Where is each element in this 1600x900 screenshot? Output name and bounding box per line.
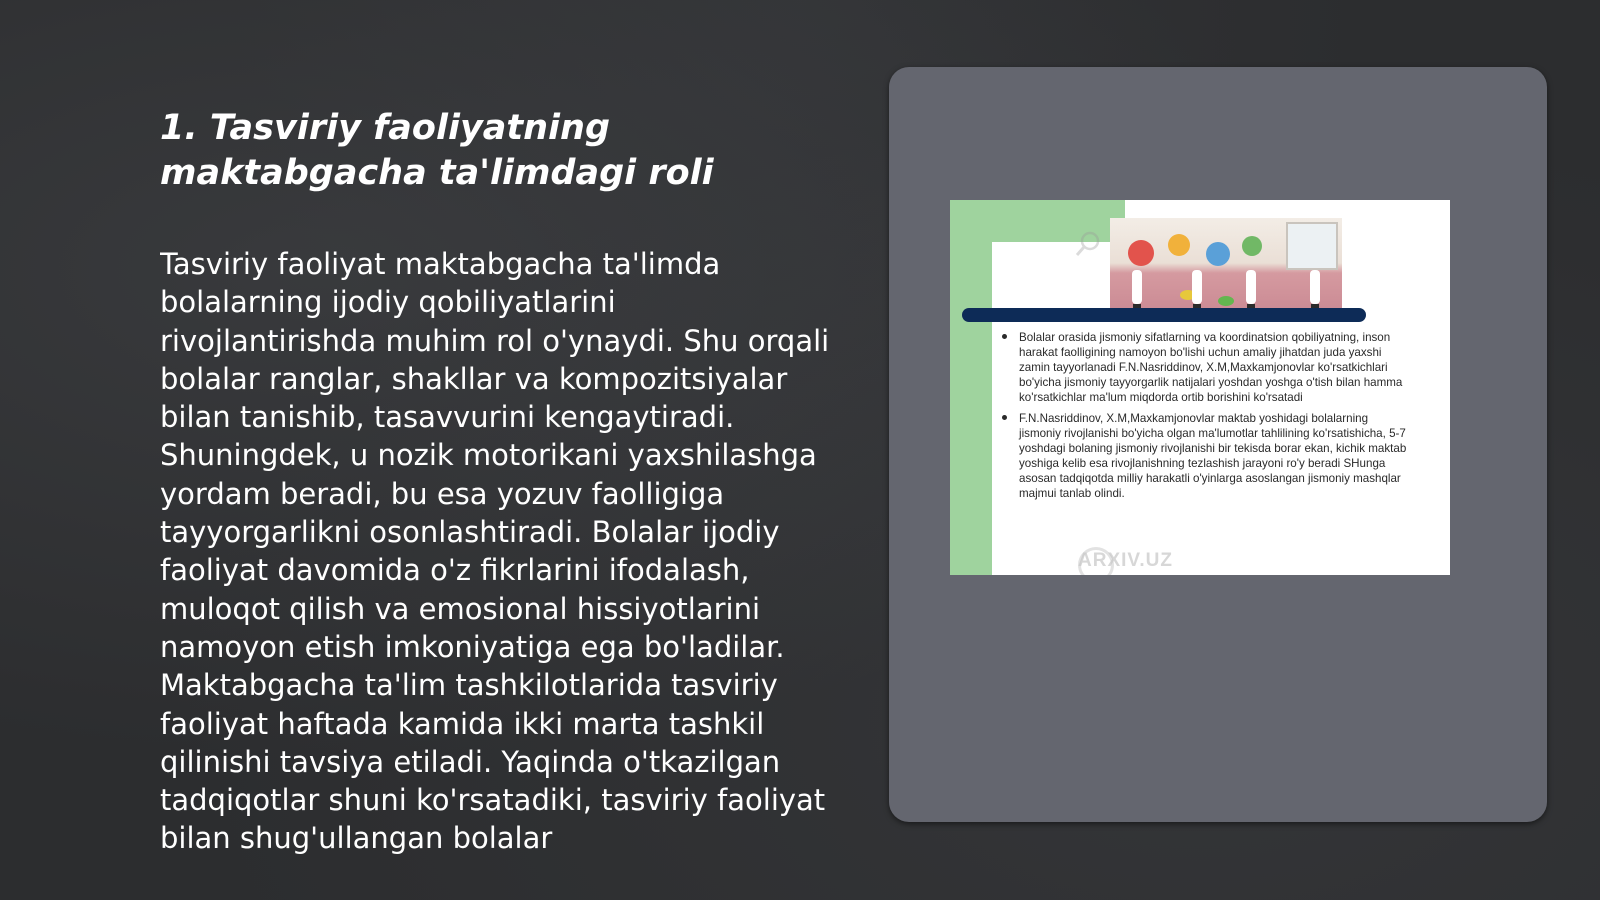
wall-decoration <box>1242 236 1262 256</box>
wall-decoration <box>1168 234 1190 256</box>
magnifier-icon <box>1074 230 1102 258</box>
wall-decoration <box>1128 240 1154 266</box>
bullet-text: Bolalar orasida jismoniy sifatlarning va koordinatsion qobiliyatning, inson harakat faolligining namoyon bo'lishi uchun amaliy jihatdan juda yaxshi zamin tayyorlanadi F.N.Nasriddinov, X.M,Maxkamjonovlar ko'rsatkichlari bo'yicha jismoniy tayyorgarlik natijalari yoshdan yoshga o'tish bilan hamma ko'rsatkichlar ma'lum miqdorda ortib borishini ko'rsatadi <box>1019 331 1403 404</box>
child-figure <box>1246 270 1256 304</box>
green-accent-left <box>950 200 992 575</box>
bullet-item <box>1002 330 1412 405</box>
navy-stripe <box>962 308 1366 322</box>
slide-title: 1. Tasviriy faoliyatning maktabgacha ta'limdagi roli <box>160 108 714 193</box>
child-figure <box>1132 270 1142 304</box>
floor-mat <box>1218 296 1234 306</box>
slide-body-text: Tasviriy faoliyat maktabgacha ta'limda bolalarning ijodiy qobiliyatlarini rivojlantirishda muhim rol o'ynaydi. Shu orqali bolalar ranglar, shakllar va kompozitsiyalar bilan tanishib, tasavvurini kengaytiradi. Shuningdek, u nozik motorikani yaxshilashga yordam beradi, bu esa yozuv faolligiga tayyorgarlikni osonlashtiradi. Bolalar ijodiy faoliyat davomida o'z fikrlarini ifodalash, muloqot qilish va emosional hissiyotlarini namoyon etish imkoniyatiga ega bo'ladilar. Maktabgacha ta'lim tashkilotlarida tasviriy faoliyat haftada kamida ikki marta tashkil qilinishi tavsiya etiladi. Yaqinda o'tkazilgan tadqiqotlar shuni ko'rsatadiki, tasviriy faoliyat bilan shug'ullangan bolalar <box>160 247 830 856</box>
bullet-item <box>1002 411 1412 501</box>
embedded-slide-image <box>950 200 1450 575</box>
children-photo <box>1110 218 1342 318</box>
photo-window <box>1286 222 1338 270</box>
bullet-dot <box>1002 415 1007 420</box>
bullet-text: F.N.Nasriddinov, X.M,Maxkamjonovlar maktab yoshidagi bolalarning jismoniy rivojlanishi bo'yicha olgan ma'lumotlar tahlilining ko'rsatishicha, 5-7 yoshdagi bolaning jismoniy rivojlanishi bir tekisda borar ekan, kichik maktab yoshiga kelib esa rivojlanishning tezlashish jarayoni ro'y beradi SHunga asosan tadqiqotda milliy harakatli o'yinlarga asoslangan jismoniy mashqlar majmui tanlab olindi. <box>1019 412 1407 500</box>
bullet-list <box>1002 330 1412 507</box>
watermark: ARXIV.UZ <box>1078 550 1173 571</box>
child-figure <box>1310 270 1320 304</box>
bullet-dot <box>1002 334 1007 339</box>
child-figure <box>1192 270 1202 304</box>
wall-decoration <box>1206 242 1230 266</box>
